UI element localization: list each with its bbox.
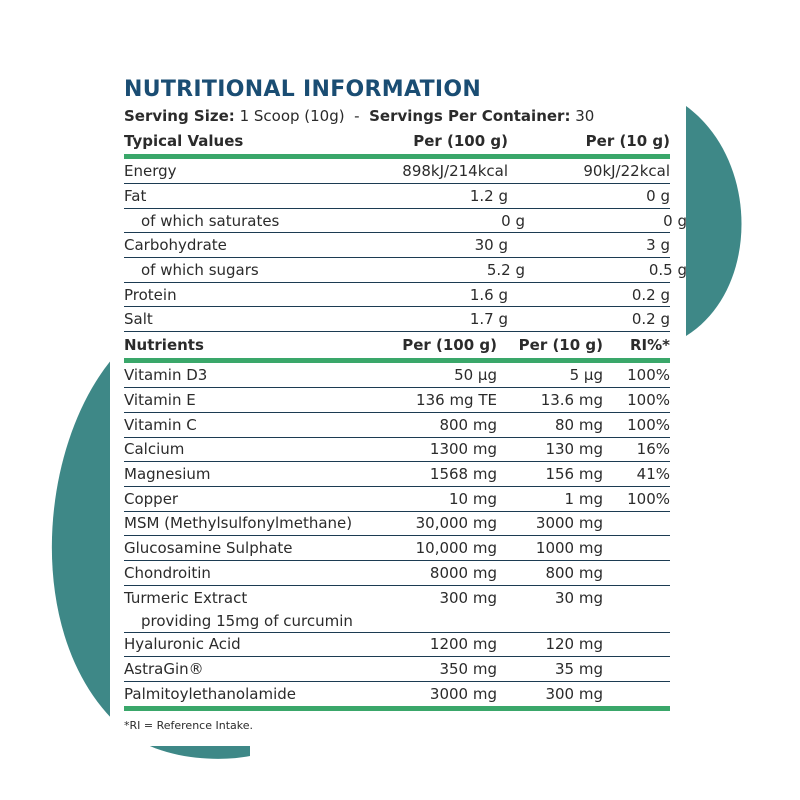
- row-name-group: [124, 586, 374, 633]
- table-row: [124, 438, 670, 463]
- table-row: [124, 258, 687, 283]
- table-row: [124, 586, 670, 633]
- row-per-10g: 156 mg: [545, 465, 603, 484]
- row-per-100g: 350 mg: [439, 660, 497, 679]
- row-ri: 100%: [627, 366, 670, 385]
- row-per-100g: 1200 mg: [429, 635, 497, 654]
- row-per-100g: 30,000 mg: [415, 514, 497, 533]
- table-row: [124, 512, 670, 537]
- table-row: [124, 487, 670, 512]
- row-name: Calcium: [124, 440, 185, 459]
- header-per-100g: Per (100 g): [413, 132, 508, 150]
- row-name: Salt: [124, 310, 153, 329]
- row-subtext: providing 15mg of curcumin: [141, 611, 353, 630]
- row-per-10g: 1000 mg: [535, 539, 603, 558]
- row-per-100g: 300 mg: [439, 588, 497, 607]
- table-row: [124, 388, 670, 413]
- row-name: AstraGin®: [124, 660, 204, 679]
- row-ri: 100%: [627, 390, 670, 409]
- row-per-10g: 130 mg: [545, 440, 603, 459]
- row-per-10g: 0 g: [663, 211, 687, 230]
- row-name: Chondroitin: [124, 563, 211, 582]
- row-per-10g: 300 mg: [545, 684, 603, 703]
- row-per-10g: 0.5 g: [648, 260, 687, 279]
- row-per-100g: 1300 mg: [429, 440, 497, 459]
- row-per-100g: 30 g: [474, 236, 508, 255]
- table-row: [124, 633, 670, 658]
- row-name: Energy: [124, 162, 177, 180]
- serving-separator: -: [354, 107, 360, 125]
- row-per-100g: 1568 mg: [429, 465, 497, 484]
- table-row: [124, 184, 670, 209]
- row-name: Vitamin D3: [124, 366, 208, 385]
- row-per-10g: 0 g: [646, 186, 670, 205]
- servings-per-container-value: 30: [575, 107, 595, 125]
- row-per-100g: 136 mg TE: [416, 390, 497, 409]
- row-name: of which saturates: [141, 211, 280, 230]
- serving-size-value: 1 Scoop (10g): [239, 107, 345, 125]
- row-name: Glucosamine Sulphate: [124, 539, 293, 558]
- row-name: MSM (Methylsulfonylmethane): [124, 514, 353, 533]
- row-per-100g: 1.2 g: [469, 186, 508, 205]
- row-per-100g: 50 µg: [454, 366, 497, 385]
- row-per-10g: 3000 mg: [535, 514, 603, 533]
- row-per-10g: 0.2 g: [631, 285, 670, 304]
- row-per-10g: 90kJ/22kcal: [583, 162, 670, 180]
- row-per-100g: 898kJ/214kcal: [402, 162, 508, 180]
- row-per-100g: 5.2 g: [486, 260, 525, 279]
- table-row: [124, 283, 670, 308]
- row-name: Vitamin C: [124, 415, 197, 434]
- header-per-10g: Per (10 g): [518, 336, 603, 355]
- row-name: Vitamin E: [124, 390, 196, 409]
- row-per-100g: 1.6 g: [469, 285, 508, 304]
- row-per-10g: 35 mg: [555, 660, 603, 679]
- header-per-100g: Per (100 g): [402, 336, 497, 355]
- table-row: [124, 209, 687, 234]
- row-per-100g: 10 mg: [449, 489, 497, 508]
- header-per-10g: Per (10 g): [585, 132, 670, 150]
- nutrition-panel: [124, 76, 687, 732]
- page-title: NUTRITIONAL INFORMATION: [124, 77, 482, 102]
- table-row: [124, 413, 670, 438]
- row-name: of which sugars: [141, 260, 259, 279]
- row-name: Copper: [124, 489, 179, 508]
- row-per-10g: 0.2 g: [631, 310, 670, 329]
- row-per-100g: 0 g: [501, 211, 525, 230]
- servings-per-container-label: Servings Per Container:: [369, 107, 571, 125]
- row-ri: 100%: [627, 489, 670, 508]
- table-row: [124, 462, 670, 487]
- serving-size-label: Serving Size:: [124, 107, 235, 125]
- row-ri: 100%: [627, 415, 670, 434]
- row-per-10g: 30 mg: [555, 588, 603, 607]
- row-name: Fat: [124, 186, 147, 205]
- table-row: [124, 363, 670, 388]
- row-per-100g: 3000 mg: [429, 684, 497, 703]
- table-row: [124, 307, 670, 332]
- row-ri: 41%: [636, 465, 670, 484]
- serving-info: [124, 104, 670, 128]
- row-name: Turmeric Extract: [124, 588, 248, 607]
- table-row: [124, 159, 670, 184]
- nutrients-table: [124, 332, 670, 711]
- row-name: Magnesium: [124, 465, 211, 484]
- row-per-10g: 3 g: [646, 236, 670, 255]
- row-name: Palmitoylethanolamide: [124, 684, 296, 703]
- typical-values-header: [124, 128, 670, 159]
- table-row: [124, 233, 670, 258]
- row-per-100g: 8000 mg: [429, 563, 497, 582]
- row-name: Hyaluronic Acid: [124, 635, 241, 654]
- nutrients-header: [124, 332, 670, 363]
- row-per-10g: 1 mg: [564, 489, 603, 508]
- header-typical-values: Typical Values: [124, 132, 244, 150]
- row-per-10g: 120 mg: [545, 635, 603, 654]
- row-per-10g: 800 mg: [545, 563, 603, 582]
- header-ri-percent: RI%*: [629, 336, 670, 355]
- row-per-100g: 800 mg: [439, 415, 497, 434]
- row-per-10g: 5 µg: [569, 366, 603, 385]
- row-per-10g: 80 mg: [555, 415, 603, 434]
- footnote: *RI = Reference Intake.: [124, 718, 253, 732]
- row-ri: 16%: [636, 440, 670, 459]
- table-row: [124, 561, 670, 586]
- typical-values-table: [124, 128, 687, 332]
- row-ri: [603, 586, 670, 587]
- table-row: [124, 682, 670, 711]
- row-per-10g: 13.6 mg: [540, 390, 603, 409]
- table-row: [124, 657, 670, 682]
- row-per-100g: 10,000 mg: [415, 539, 497, 558]
- header-nutrients: Nutrients: [124, 336, 204, 355]
- row-per-100g: 1.7 g: [469, 310, 508, 329]
- row-name: Protein: [124, 285, 177, 304]
- row-name: Carbohydrate: [124, 236, 227, 255]
- table-row: [124, 536, 670, 561]
- right-teal-shape: [686, 106, 742, 336]
